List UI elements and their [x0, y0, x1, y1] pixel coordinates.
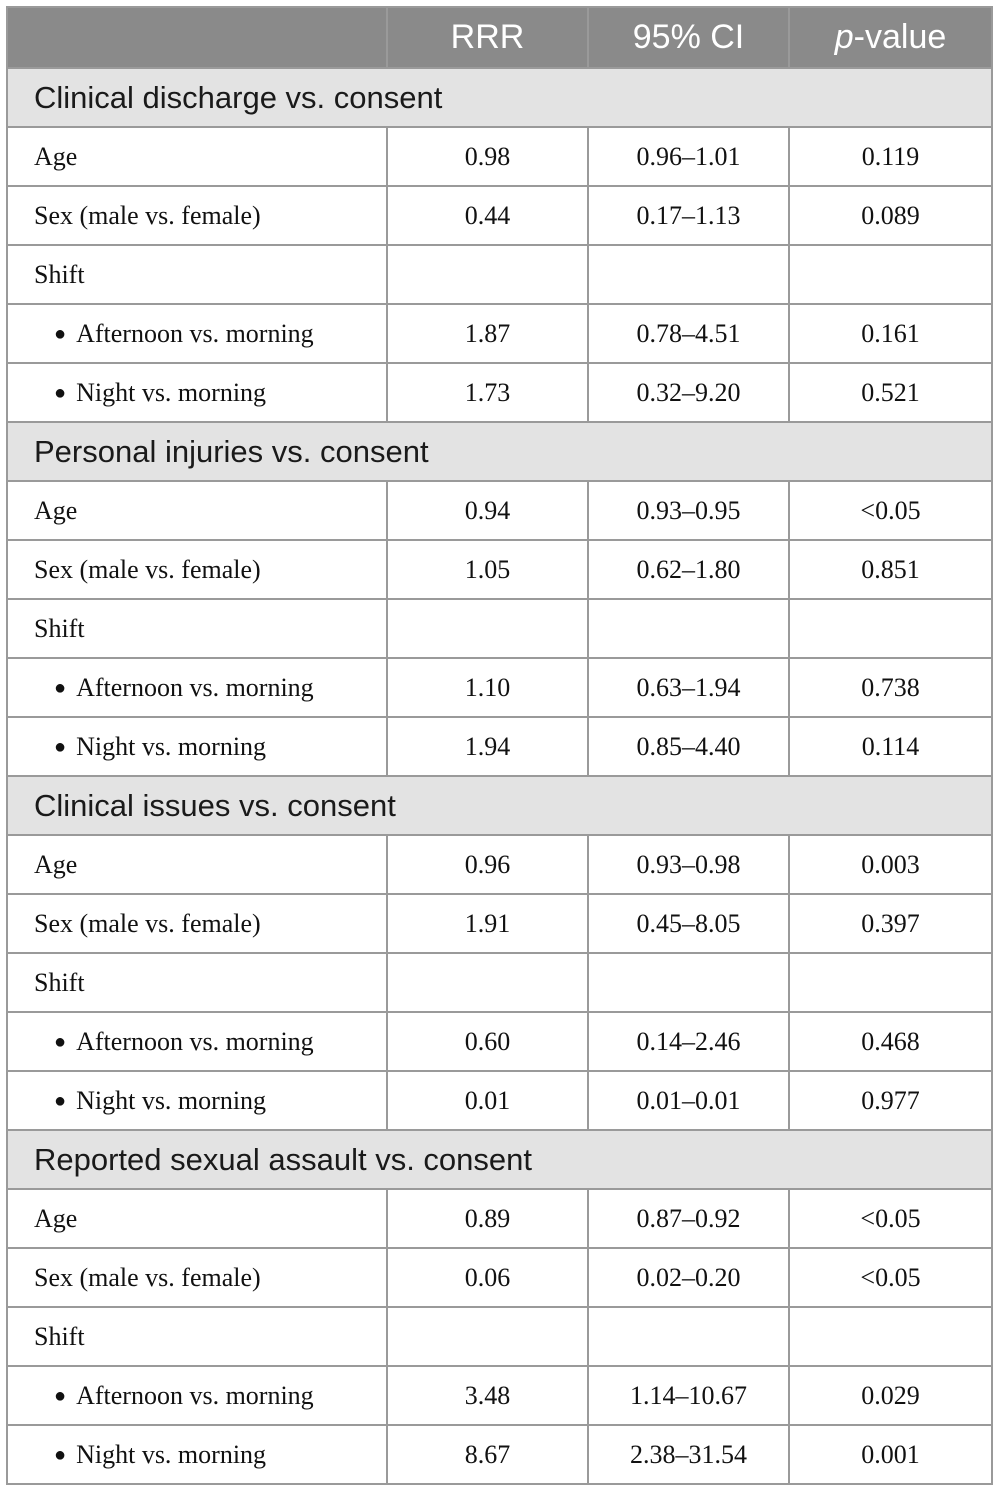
table-row [7, 599, 992, 658]
rrr-cell: 3.48 [387, 1366, 588, 1425]
rrr-cell: 1.73 [387, 363, 588, 422]
rrr-cell: 8.67 [387, 1425, 588, 1484]
rrr-cell: 1.87 [387, 304, 588, 363]
row-label-cell [7, 186, 387, 245]
ci-cell [588, 599, 789, 658]
p-value-cell: 0.851 [789, 540, 992, 599]
p-value-cell: 0.029 [789, 1366, 992, 1425]
results-table [6, 6, 993, 1485]
section-row [7, 68, 992, 127]
row-label-cell [7, 127, 387, 186]
p-value-cell [789, 245, 992, 304]
bullet-icon: ● [54, 1443, 67, 1466]
row-label: Night vs. morning [76, 1439, 267, 1469]
row-label: Afternoon vs. morning [76, 318, 314, 348]
ci-cell: 0.62–1.80 [588, 540, 789, 599]
rrr-cell: 0.44 [387, 186, 588, 245]
section-row [7, 422, 992, 481]
rrr-cell [387, 245, 588, 304]
p-value-cell: 0.468 [789, 1012, 992, 1071]
row-label-cell [7, 1189, 387, 1248]
row-label-cell [7, 1071, 387, 1130]
ci-cell [588, 953, 789, 1012]
row-label: Shift [34, 259, 85, 289]
header-rrr: RRR [387, 7, 588, 68]
table-row [7, 717, 992, 776]
row-label: Shift [34, 967, 85, 997]
table-body [7, 68, 992, 1484]
rrr-cell: 1.10 [387, 658, 588, 717]
row-label: Sex (male vs. female) [34, 908, 261, 938]
row-label: Shift [34, 1321, 85, 1351]
table-row [7, 894, 992, 953]
header-blank-cell [7, 7, 387, 68]
row-label: Afternoon vs. morning [76, 672, 314, 702]
table-row [7, 127, 992, 186]
row-label: Age [34, 495, 78, 525]
ci-cell: 0.32–9.20 [588, 363, 789, 422]
rrr-cell [387, 953, 588, 1012]
row-label: Age [34, 1203, 78, 1233]
p-value-cell [789, 1307, 992, 1366]
row-label-cell [7, 953, 387, 1012]
row-label-cell [7, 540, 387, 599]
ci-cell: 0.02–0.20 [588, 1248, 789, 1307]
ci-cell: 0.01–0.01 [588, 1071, 789, 1130]
rrr-cell [387, 1307, 588, 1366]
rrr-cell: 0.60 [387, 1012, 588, 1071]
row-label-cell [7, 658, 387, 717]
ci-cell: 0.63–1.94 [588, 658, 789, 717]
row-label-cell [7, 481, 387, 540]
p-value-cell: 0.977 [789, 1071, 992, 1130]
header-row [7, 7, 992, 68]
section-title: Personal injuries vs. consent [7, 422, 992, 481]
ci-cell: 0.87–0.92 [588, 1189, 789, 1248]
table-header [7, 7, 992, 68]
table-row [7, 363, 992, 422]
row-label: Sex (male vs. female) [34, 554, 261, 584]
ci-cell: 0.85–4.40 [588, 717, 789, 776]
bullet-icon: ● [54, 735, 67, 758]
ci-cell: 0.78–4.51 [588, 304, 789, 363]
p-value-cell: 0.119 [789, 127, 992, 186]
bullet-icon: ● [54, 1030, 67, 1053]
row-label-cell [7, 894, 387, 953]
rrr-cell: 1.91 [387, 894, 588, 953]
p-value-cell: 0.397 [789, 894, 992, 953]
table-row [7, 1189, 992, 1248]
ci-cell [588, 245, 789, 304]
ci-cell: 1.14–10.67 [588, 1366, 789, 1425]
table-row [7, 540, 992, 599]
row-label-cell [7, 717, 387, 776]
table-row [7, 304, 992, 363]
row-label: Age [34, 849, 78, 879]
table-row [7, 1307, 992, 1366]
row-label-cell [7, 304, 387, 363]
row-label: Night vs. morning [76, 731, 267, 761]
row-label: Shift [34, 613, 85, 643]
row-label-cell [7, 1425, 387, 1484]
p-value-cell: 0.114 [789, 717, 992, 776]
p-value-cell: <0.05 [789, 1189, 992, 1248]
table-row [7, 1071, 992, 1130]
rrr-cell: 0.96 [387, 835, 588, 894]
p-value-cell: 0.738 [789, 658, 992, 717]
row-label: Sex (male vs. female) [34, 200, 261, 230]
row-label-cell [7, 1307, 387, 1366]
section-row [7, 1130, 992, 1189]
bullet-icon: ● [54, 1089, 67, 1112]
section-title: Clinical discharge vs. consent [7, 68, 992, 127]
row-label: Afternoon vs. morning [76, 1380, 314, 1410]
ci-cell: 0.93–0.95 [588, 481, 789, 540]
header-p-value [789, 7, 992, 68]
p-value-cell [789, 953, 992, 1012]
rrr-cell: 0.94 [387, 481, 588, 540]
ci-cell: 0.93–0.98 [588, 835, 789, 894]
p-value-cell: 0.161 [789, 304, 992, 363]
table-row [7, 186, 992, 245]
bullet-icon: ● [54, 676, 67, 699]
header-p-rest: -value [853, 18, 947, 56]
table-row [7, 1248, 992, 1307]
rrr-cell: 1.05 [387, 540, 588, 599]
ci-cell: 0.17–1.13 [588, 186, 789, 245]
p-value-cell [789, 599, 992, 658]
ci-cell: 0.45–8.05 [588, 894, 789, 953]
ci-cell [588, 1307, 789, 1366]
section-row [7, 776, 992, 835]
section-title: Reported sexual assault vs. consent [7, 1130, 992, 1189]
header-ci: 95% CI [588, 7, 789, 68]
bullet-icon: ● [54, 1384, 67, 1407]
bullet-icon: ● [54, 322, 67, 345]
row-label-cell [7, 835, 387, 894]
table-row [7, 1012, 992, 1071]
row-label-cell [7, 245, 387, 304]
rrr-cell: 0.89 [387, 1189, 588, 1248]
ci-cell: 0.96–1.01 [588, 127, 789, 186]
row-label: Night vs. morning [76, 377, 267, 407]
rrr-cell: 0.06 [387, 1248, 588, 1307]
row-label-cell [7, 599, 387, 658]
rrr-cell: 0.98 [387, 127, 588, 186]
table-row [7, 658, 992, 717]
section-title: Clinical issues vs. consent [7, 776, 992, 835]
table-row [7, 245, 992, 304]
row-label-cell [7, 363, 387, 422]
p-value-cell: <0.05 [789, 481, 992, 540]
ci-cell: 2.38–31.54 [588, 1425, 789, 1484]
row-label: Age [34, 141, 78, 171]
p-value-cell: 0.089 [789, 186, 992, 245]
rrr-cell: 0.01 [387, 1071, 588, 1130]
row-label-cell [7, 1012, 387, 1071]
table-row [7, 953, 992, 1012]
p-value-cell: 0.003 [789, 835, 992, 894]
table-row [7, 835, 992, 894]
row-label-cell [7, 1248, 387, 1307]
table-row [7, 1425, 992, 1484]
row-label: Night vs. morning [76, 1085, 267, 1115]
table-row [7, 481, 992, 540]
rrr-cell: 1.94 [387, 717, 588, 776]
table-row [7, 1366, 992, 1425]
p-value-cell: <0.05 [789, 1248, 992, 1307]
row-label-cell [7, 1366, 387, 1425]
ci-cell: 0.14–2.46 [588, 1012, 789, 1071]
p-value-cell: 0.521 [789, 363, 992, 422]
row-label: Sex (male vs. female) [34, 1262, 261, 1292]
row-label: Afternoon vs. morning [76, 1026, 314, 1056]
header-p-italic: p [834, 18, 854, 56]
p-value-cell: 0.001 [789, 1425, 992, 1484]
rrr-cell [387, 599, 588, 658]
bullet-icon: ● [54, 381, 67, 404]
